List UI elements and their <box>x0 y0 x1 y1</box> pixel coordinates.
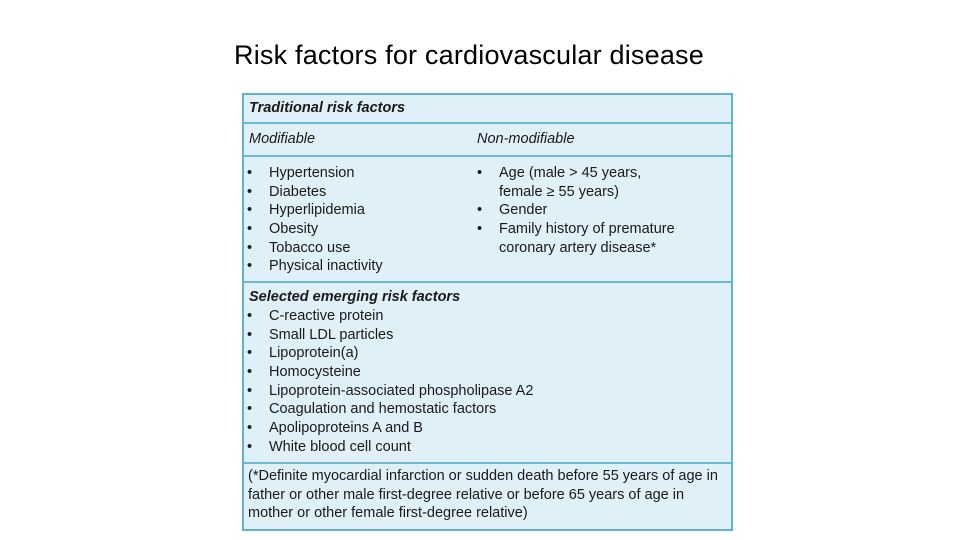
traditional-items-row <box>244 157 731 283</box>
list-item-continuation: female ≥ 55 years) <box>499 183 619 200</box>
modifiable-list <box>244 164 383 276</box>
emerging-list <box>244 307 533 457</box>
list-item: • White blood cell count <box>247 438 411 455</box>
list-item-continuation: coronary artery disease* <box>499 239 657 256</box>
risk-factors-table <box>242 93 733 531</box>
emerging-heading: Selected emerging risk factors <box>249 289 461 305</box>
footnote-text: (*Definite myocardial infarction or sudden death before 55 years of age in father or other male first-degree relative or before 65 years of age in mother or other female first-degree relative) <box>248 468 718 522</box>
list-item: • Small LDL particles <box>247 326 394 343</box>
list-item: • Gender <box>477 202 548 219</box>
list-item: • Tobacco use <box>247 239 351 256</box>
traditional-header-row <box>244 95 731 124</box>
modifiable-label: Modifiable <box>249 131 316 147</box>
list-item: • Obesity <box>247 221 319 238</box>
list-item: • Hypertension <box>247 165 355 181</box>
emerging-row <box>244 283 731 464</box>
list-item: • Family history of premature <box>477 221 675 238</box>
list-item: • Coagulation and hemostatic factors <box>247 401 497 418</box>
list-item: • Lipoprotein-associated phospholipase A2 <box>247 382 534 399</box>
nonmodifiable-label: Non-modifiable <box>477 131 575 147</box>
list-item: • Age (male > 45 years, <box>477 165 642 181</box>
nonmodifiable-list <box>474 164 675 257</box>
slide-title: Risk factors for cardiovascular disease <box>234 40 704 70</box>
column-labels-row <box>244 124 731 157</box>
list-item: • Diabetes <box>247 183 327 200</box>
list-item: • Hyperlipidemia <box>247 202 365 219</box>
traditional-heading: Traditional risk factors <box>249 100 406 116</box>
list-item: • Homocysteine <box>247 364 361 381</box>
list-item: • Apolipoproteins A and B <box>247 420 423 437</box>
list-item: • Physical inactivity <box>247 258 383 275</box>
footnote-row <box>244 464 731 529</box>
list-item: • Lipoprotein(a) <box>247 345 359 362</box>
list-item: • C-reactive protein <box>247 308 384 324</box>
